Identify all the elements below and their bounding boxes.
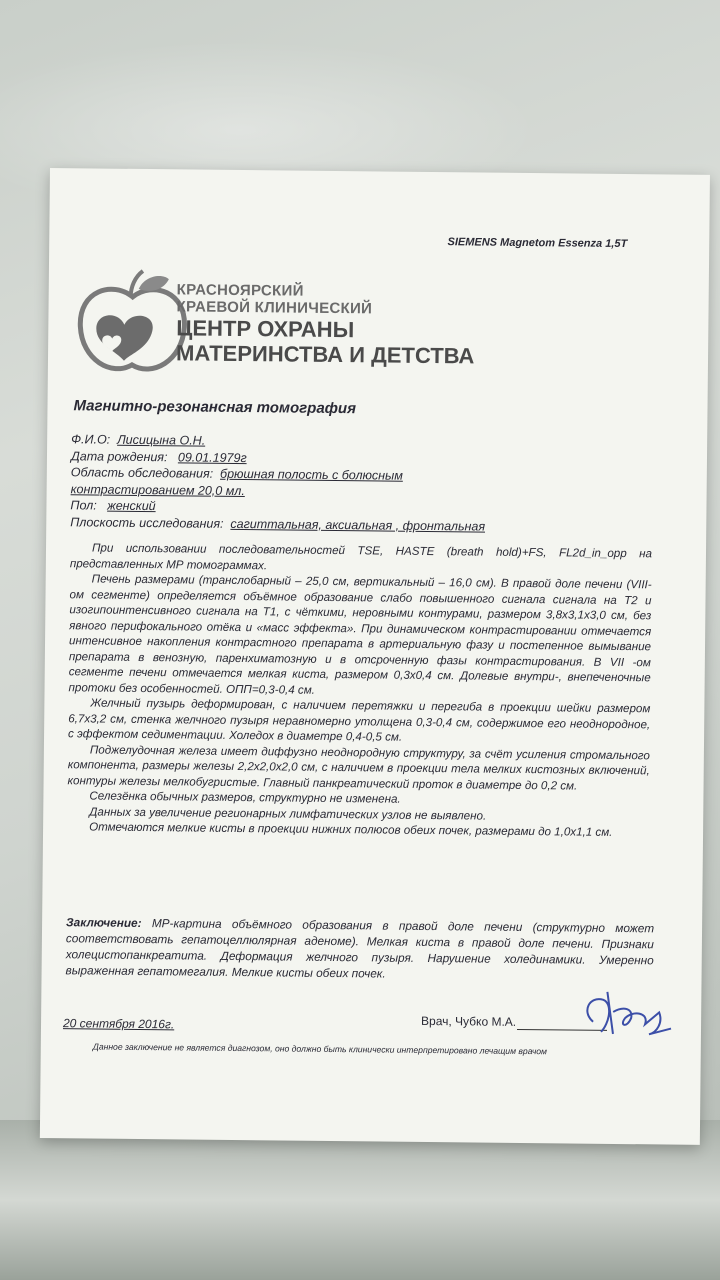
org-line-2: КРАЕВОЙ КЛИНИЧЕСКИЙ (176, 298, 373, 318)
area-label: Область обследования: (70, 465, 214, 481)
org-line-1: КРАСНОЯРСКИЙ (176, 281, 304, 300)
apple-heart-logo-icon (72, 268, 193, 379)
background-fabric (0, 1120, 720, 1280)
document-page (40, 168, 710, 1145)
organization-name (176, 281, 475, 368)
plane-label: Плоскость исследования: (70, 514, 224, 531)
plane-row (70, 514, 485, 535)
paragraph-pancreas: Поджелудочная железа имеет диффузно неоднородную структуру, за счёт усиления стромального компонента, размеры железы 2,2х2,0х2,0 см, с наличием в проекции тела мелких кистозных включений, контуры железы мелкобугристые. Главный панкреатический проток в диаметре до 0,2 см. (67, 742, 650, 793)
conclusion-label: Заключение: (66, 915, 142, 931)
patient-fields (70, 431, 486, 534)
paragraph-gallbladder: Желчный пузырь деформирован, с наличием перетяжки и перегиба в проекции шейки размером 6,7х3,2 см, стенка желчного пузыря неравномерно утолщена 0,3-0,4 см, содержимое его неоднородное, с эффектом седиментации. Холедох в диаметре 0,4-0,5 см. (68, 696, 651, 744)
dob-label: Дата рождения: (70, 448, 168, 464)
doctor-name: Врач, Чубко М.А. (421, 1013, 517, 1029)
paragraph-sequences: При использовании последовательностей TSE, HASTE (breath hold)+FS, FL2d_in_opp на представленных МР томограммах. (69, 541, 653, 572)
plane-value: сагиттальная, аксиальная , фронтальная (230, 516, 486, 534)
device-label: SIEMENS Magnetom Essenza 1,5T (447, 236, 628, 251)
area-value-1: брюшная полость с болюсным (220, 466, 403, 483)
signature-icon (579, 982, 680, 1047)
paragraph-liver: Печень размерами (транслобарный – 25,0 см, вертикальный – 16,0 см). В правой доле печени (VIII-ом сегменте) определяется объёмное образование слабо повышенного сигнала сигнала на Т2 и изогипоинтенсивного сигнала на Т1, с чёткими, неровными контурами, размером 3,8х3,1х3,0 см, без явного перифокального отёка и «масс эффекта». При динамическом контрастировании отмечается интенсивное накопления контрастного препарата в артериальную фазу и постепенное вымывание препарата в венозную, паренхиматозную и в отсроченную фазы контрастирования. В VII -ом сегменте печени отмечается мелкая киста, размером 0,3х0,4 см. Долевые внутри-, внепеченочные протоки без особенностей. ОПП=0,3-0,4 см. (68, 572, 652, 697)
org-line-4: МАТЕРИНСТВА И ДЕТСТВА (175, 340, 475, 369)
paragraph-lymph-nodes: Данных за увеличение регионарных лимфатических узлов не выявлено. (89, 804, 487, 823)
dob-value: 09.01.1979г (177, 449, 247, 465)
fio-label: Ф.И.О: (71, 432, 111, 447)
area-value-2: контрастированием 20,0 мл. (70, 481, 245, 498)
paragraph-spleen: Селезёнка обычных размеров, структурно не изменена. (89, 789, 401, 806)
sex-value: женский (107, 498, 156, 514)
org-line-3: ЦЕНТР ОХРАНЫ (176, 315, 355, 343)
conclusion (66, 914, 655, 984)
conclusion-text: МР-картина объёмного образования в правой доле печени (структурно может соответствовать гепатоцеллюлярная аденоме). Мелкая киста в правой доле печени. Признаки холецистопанкреатита. Деформация желчного пузыря. Нарушение холединамики. Умеренно выраженная гепатомегалия. Мелкие кисты обеих почек. (65, 916, 655, 981)
paragraph-kidneys: Отмечаются мелкие кисты в проекции нижних полюсов обеих почек, размерами до 1,0х1,1 см. (89, 820, 613, 839)
fio-value: Лисицына О.Н. (117, 432, 206, 448)
findings-body (67, 540, 652, 841)
sex-label: Пол: (70, 498, 97, 513)
report-date: 20 сентября 2016г. (62, 1016, 175, 1032)
disclaimer: Данное заключение не является диагнозом, оно должно быть клинически интерпретировано лечащим врачом (92, 1041, 548, 1057)
document-title: Магнитно-резонансная томография (73, 397, 357, 418)
